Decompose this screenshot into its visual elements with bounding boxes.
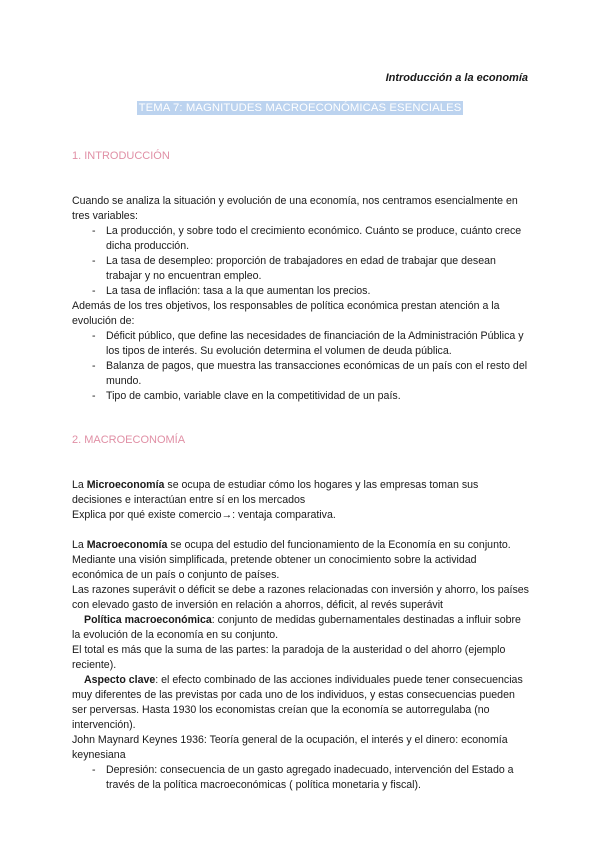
paragraph-surplus: Las razones superávit o déficit se debe a razones relacionadas con inversión y ahorro, los países con elevado gasto de inversión en relación a ahorros, déficit, al revés superávit (72, 584, 529, 611)
paragraph-trade: Explica por qué existe comercio→: ventaja comparativa. (72, 509, 336, 521)
term-aspecto-clave: Aspecto clave (84, 674, 156, 686)
document-title (0, 101, 600, 116)
paragraph-besides: Además de los tres objetivos, los responsables de política económica prestan atención a la evolución de: (72, 300, 500, 327)
list-item: - La tasa de desempleo: proporción de trabajadores en edad de trabajar que desean trabajar y no encuentran empleo. (72, 254, 530, 284)
paragraph-micro: La Microeconomía se ocupa de estudiar cómo los hogares y las empresas toman sus decisiones e interactúan entre sí en los mercados (72, 479, 479, 506)
term-microeconomia: Microeconomía (86, 479, 165, 491)
paragraph-total: El total es más que la suma de las partes: la paradoja de la austeridad o del ahorro (ejemplo reciente). (72, 644, 506, 671)
term-macroeconomia: Macroeconomía (86, 539, 168, 551)
list-item: - Balanza de pagos, que muestra las transacciones económicas de un país con el resto del mundo. (72, 359, 530, 389)
list-item: - La producción, y sobre todo el crecimiento económico. Cuánto se produce, cuánto crece dicha producción. (72, 224, 530, 254)
list-item: - Depresión: consecuencia de un gasto agregado inadecuado, intervención del Estado a través de la política macroeconómicas ( política monetaria y fiscal). (72, 763, 530, 793)
keynes-list (72, 763, 530, 793)
variables-list (72, 224, 530, 299)
list-item: - La tasa de inflación: tasa a la que aumentan los precios. (72, 284, 530, 299)
section-heading-introduccion: 1. INTRODUCCIÓN (72, 150, 170, 162)
paragraph-macro: La Macroeconomía se ocupa del estudio del funcionamiento de la Economía en su conjunto. Mediante una visión simplificada, pretende obtener un conocimiento sobre la actividad económica de un país o conjunto de países. (72, 539, 511, 581)
document-body (72, 149, 530, 793)
document-title-text: TEMA 7: MAGNITUDES MACROECONÓMICAS ESENCIALES (138, 102, 462, 114)
paragraph-key: Aspecto clave: el efecto combinado de las acciones individuales puede tener consecuencias muy diferentes de las previstas por cada uno de los individuos, y estas consecuencias pueden ser perversas. Hasta 1930 los economistas creían que la economía se autorregulaba (no intervención). (72, 674, 523, 731)
paragraph-policy: Política macroeconómica: conjunto de medidas gubernamentales destinadas a influir sobre la evolución de la economía en su conjunto. (72, 614, 521, 641)
list-item: - Tipo de cambio, variable clave en la competitividad de un país. (72, 389, 530, 404)
running-header: Introducción a la economía (385, 72, 528, 84)
section-heading-macroeconomia: 2. MACROECONOMÍA (72, 434, 186, 446)
list-item: - Déficit público, que define las necesidades de financiación de la Administración Pública y los tipos de interés. Su evolución determina el volumen de deuda pública. (72, 329, 530, 359)
paragraph-intro: Cuando se analiza la situación y evolución de una economía, nos centramos esencialmente en tres variables: (72, 195, 518, 222)
objectives-list (72, 329, 530, 404)
term-politica-macroeconomica: Política macroeconómica (84, 614, 212, 626)
paragraph-keynes: John Maynard Keynes 1936: Teoría general de la ocupación, el interés y el dinero: economía keynesiana (72, 734, 508, 761)
